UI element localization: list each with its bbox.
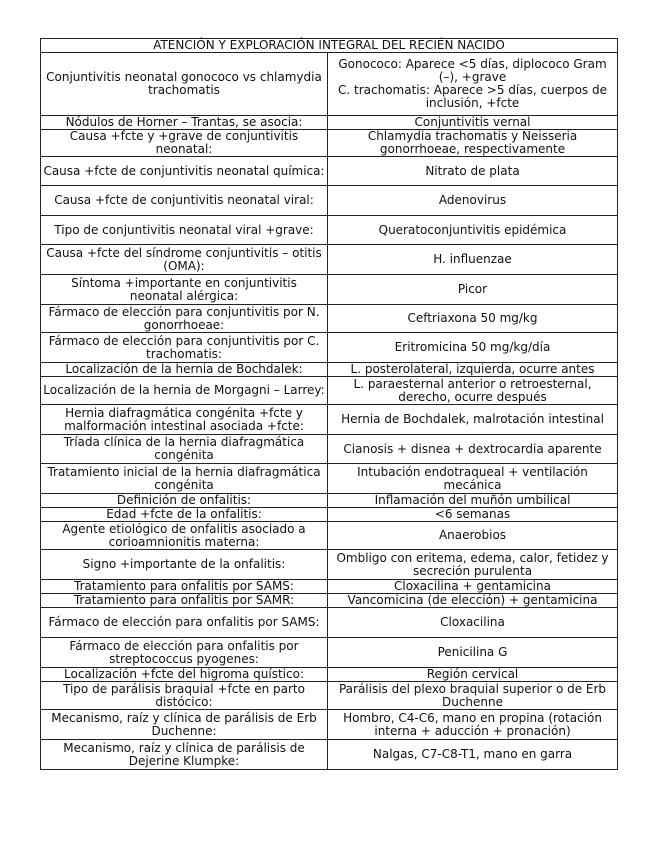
question-cell: Mecanismo, raíz y clínica de parálisis de Erb Duchenne: bbox=[41, 710, 328, 740]
question-cell: Causa +fcte del síndrome conjuntivitis – otitis (OMA): bbox=[41, 245, 328, 275]
question-cell: Definición de onfalitis: bbox=[41, 494, 328, 508]
table-row bbox=[41, 494, 618, 508]
answer-cell: Chlamydia trachomatis y Neisseria gonorrhoeae, respectivamente bbox=[328, 130, 618, 157]
table-row bbox=[41, 53, 618, 116]
answer-cell: Intubación endotraqueal + ventilación mecánica bbox=[328, 464, 618, 494]
answer-cell: Queratoconjuntivitis epidémica bbox=[328, 216, 618, 245]
table-row bbox=[41, 710, 618, 740]
table-row bbox=[41, 435, 618, 464]
table-row bbox=[41, 275, 618, 305]
answer-cell: Región cervical bbox=[328, 668, 618, 682]
answer-cell: <6 semanas bbox=[328, 508, 618, 522]
question-cell: Signo +importante de la onfalitis: bbox=[41, 550, 328, 580]
question-cell: Tríada clínica de la hernia diafragmática congénita bbox=[41, 435, 328, 464]
answer-cell: Vancomicina (de elección) + gentamicina bbox=[328, 594, 618, 608]
answer-cell: Nalgas, C7-C8-T1, mano en garra bbox=[328, 740, 618, 770]
answer-cell: Anaerobios bbox=[328, 522, 618, 550]
answer-cell: Parálisis del plexo braquial superior o de Erb Duchenne bbox=[328, 682, 618, 710]
table-row bbox=[41, 186, 618, 216]
table-row bbox=[41, 522, 618, 550]
question-cell: Síntoma +importante en conjuntivitis neonatal alérgica: bbox=[41, 275, 328, 305]
answer-cell: Adenovirus bbox=[328, 186, 618, 216]
question-cell: Tratamiento para onfalitis por SAMR: bbox=[41, 594, 328, 608]
table-row bbox=[41, 594, 618, 608]
question-cell: Edad +fcte de la onfalitis: bbox=[41, 508, 328, 522]
table-row bbox=[41, 305, 618, 333]
answer-cell: L. paraesternal anterior o retroesternal, derecho, ocurre después bbox=[328, 377, 618, 405]
answer-cell: Cloxacilina bbox=[328, 608, 618, 638]
answer-cell: Ceftriaxona 50 mg/kg bbox=[328, 305, 618, 333]
table-row bbox=[41, 682, 618, 710]
table-row bbox=[41, 508, 618, 522]
answer-cell: Nitrato de plata bbox=[328, 157, 618, 186]
question-cell: Fármaco de elección para onfalitis por SAMS: bbox=[41, 608, 328, 638]
table-row bbox=[41, 550, 618, 580]
answer-cell: L. posterolateral, izquierda, ocurre antes bbox=[328, 363, 618, 377]
answer-cell: Eritromicina 50 mg/kg/día bbox=[328, 333, 618, 363]
question-cell: Tratamiento para onfalitis por SAMS: bbox=[41, 580, 328, 594]
question-cell: Tratamiento inicial de la hernia diafragmática congénita bbox=[41, 464, 328, 494]
question-cell: Localización de la hernia de Bochdalek: bbox=[41, 363, 328, 377]
table-row bbox=[41, 216, 618, 245]
question-cell: Fármaco de elección para conjuntivitis por N. gonorrhoeae: bbox=[41, 305, 328, 333]
question-cell: Agente etiológico de onfalitis asociado a corioamnionitis materna: bbox=[41, 522, 328, 550]
question-cell: Fármaco de elección para conjuntivitis por C. trachomatis: bbox=[41, 333, 328, 363]
table-row bbox=[41, 608, 618, 638]
question-cell: Localización de la hernia de Morgagni – Larrey: bbox=[41, 377, 328, 405]
table-title: ATENCIÓN Y EXPLORACIÓN INTEGRAL DEL RECIÉN NACIDO bbox=[41, 39, 618, 53]
table-row bbox=[41, 333, 618, 363]
question-cell: Causa +fcte y +grave de conjuntivitis neonatal: bbox=[41, 130, 328, 157]
table-row bbox=[41, 377, 618, 405]
answer-cell: Conjuntivitis vernal bbox=[328, 116, 618, 130]
answer-cell: Cloxacilina + gentamicina bbox=[328, 580, 618, 594]
answer-cell: Hernia de Bochdalek, malrotación intestinal bbox=[328, 405, 618, 435]
table-row bbox=[41, 363, 618, 377]
question-cell: Hernia diafragmática congénita +fcte y malformación intestinal asociada +fcte: bbox=[41, 405, 328, 435]
question-cell: Conjuntivitis neonatal gonococo vs chlamydia trachomatis bbox=[41, 53, 328, 116]
question-cell: Fármaco de elección para onfalitis por streptococcus pyogenes: bbox=[41, 638, 328, 668]
table-row bbox=[41, 638, 618, 668]
answer-cell: Cianosis + disnea + dextrocardia aparente bbox=[328, 435, 618, 464]
table-row bbox=[41, 668, 618, 682]
table-row bbox=[41, 130, 618, 157]
question-cell: Nódulos de Horner – Trantas, se asocia: bbox=[41, 116, 328, 130]
answer-cell: Hombro, C4-C6, mano en propina (rotación interna + aducción + pronación) bbox=[328, 710, 618, 740]
table-body bbox=[41, 53, 618, 770]
table-row bbox=[41, 116, 618, 130]
question-cell: Causa +fcte de conjuntivitis neonatal química: bbox=[41, 157, 328, 186]
answer-cell: Gonococo: Aparece <5 días, diplococo Gram (–), +grave C. trachomatis: Aparece >5 días, cuerpos de inclusión, +fcte bbox=[328, 53, 618, 116]
answer-cell: Penicilina G bbox=[328, 638, 618, 668]
question-cell: Tipo de conjuntivitis neonatal viral +grave: bbox=[41, 216, 328, 245]
answer-cell: H. influenzae bbox=[328, 245, 618, 275]
table-row bbox=[41, 405, 618, 435]
question-cell: Mecanismo, raíz y clínica de parálisis de Dejerine Klumpke: bbox=[41, 740, 328, 770]
table-row bbox=[41, 464, 618, 494]
question-cell: Tipo de parálisis braquial +fcte en parto distócico: bbox=[41, 682, 328, 710]
table-row bbox=[41, 580, 618, 594]
table-row bbox=[41, 157, 618, 186]
question-cell: Causa +fcte de conjuntivitis neonatal viral: bbox=[41, 186, 328, 216]
answer-cell: Inflamación del muñón umbilical bbox=[328, 494, 618, 508]
answer-cell: Ombligo con eritema, edema, calor, fetidez y secreción purulenta bbox=[328, 550, 618, 580]
study-table bbox=[40, 38, 618, 770]
question-cell: Localización +fcte del higroma quístico: bbox=[41, 668, 328, 682]
table-row bbox=[41, 740, 618, 770]
answer-cell: Picor bbox=[328, 275, 618, 305]
table-row bbox=[41, 245, 618, 275]
